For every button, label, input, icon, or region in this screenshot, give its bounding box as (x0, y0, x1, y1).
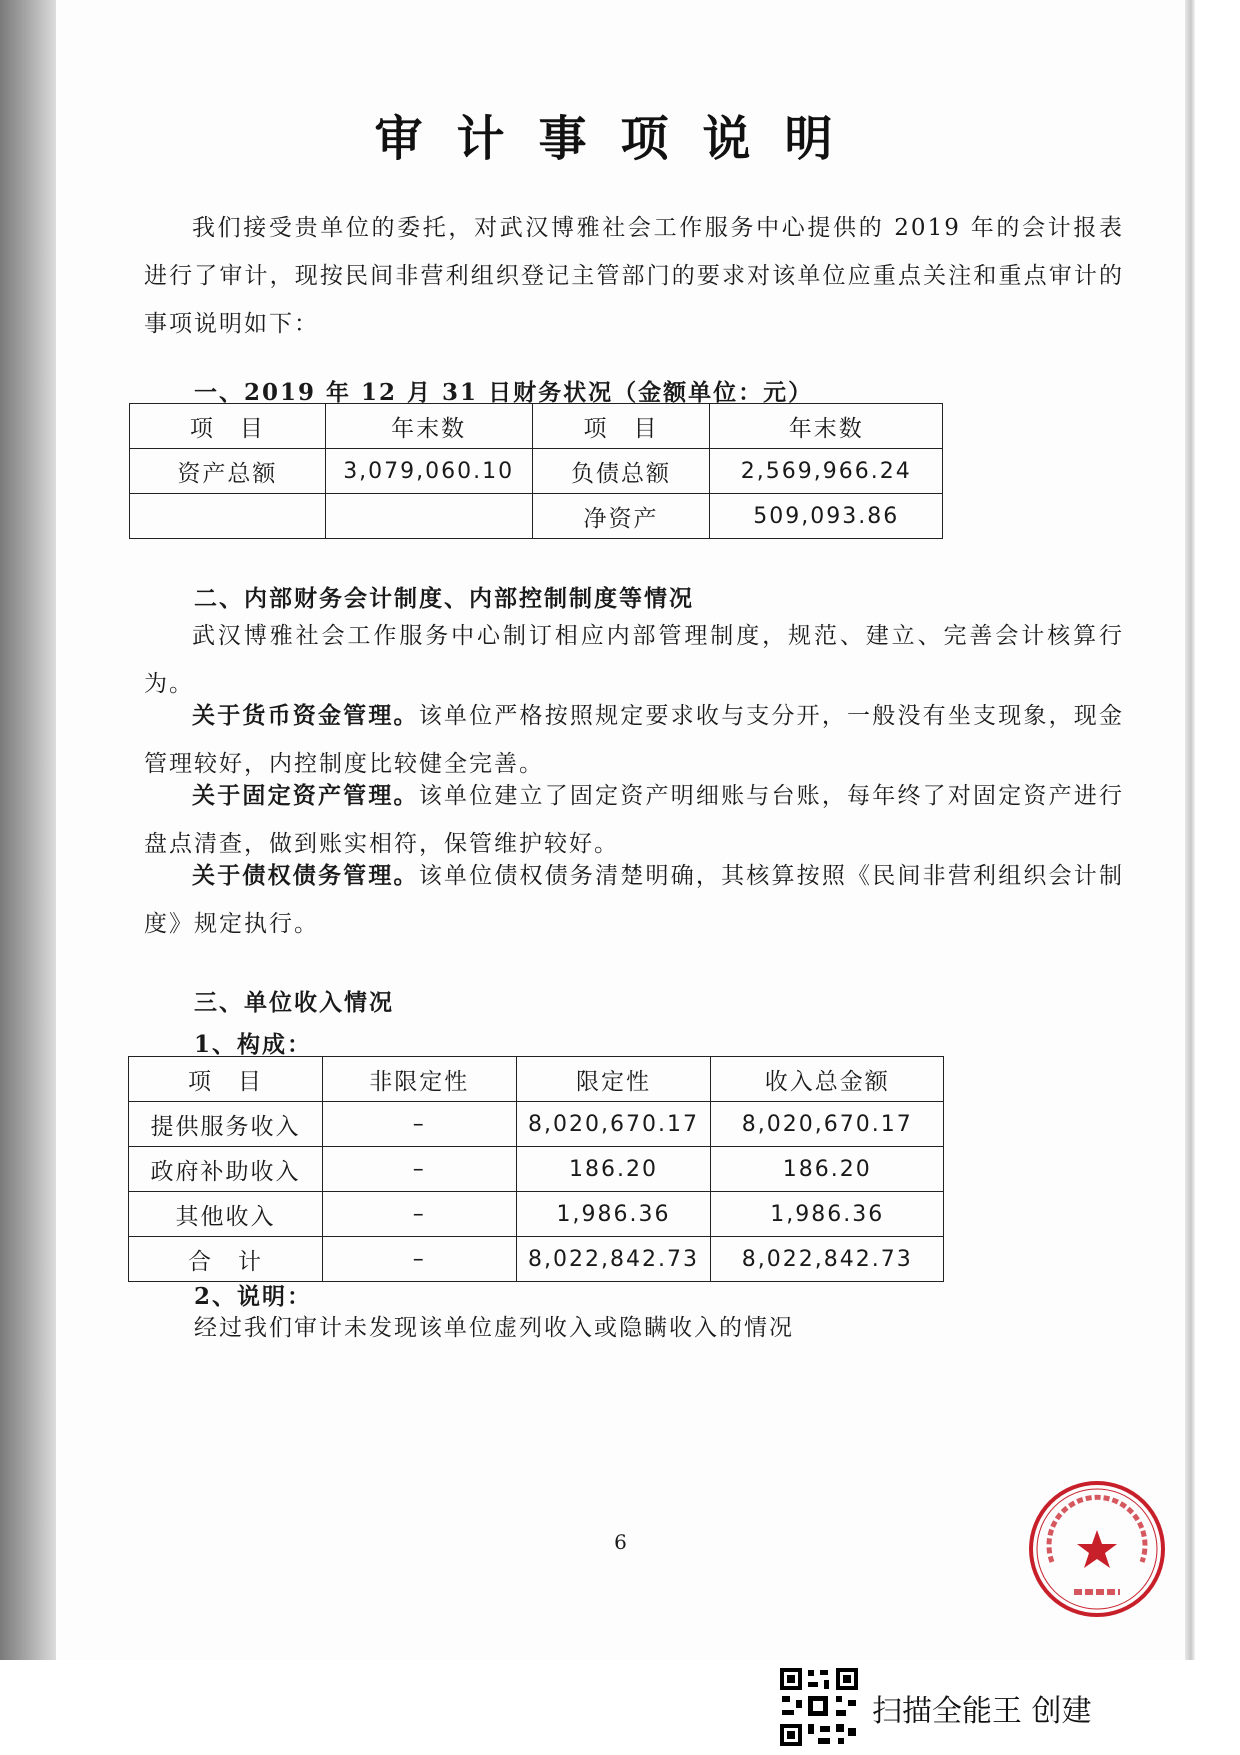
header-cell: 年末数 (710, 404, 943, 449)
table-cell: 1,986.36 (711, 1192, 944, 1237)
table-row (129, 1192, 944, 1237)
company-seal (1022, 1474, 1172, 1624)
table-row (130, 449, 943, 494)
section1-heading: 一、2019 年 12 月 31 日财务状况（金额单位：元） (194, 379, 814, 406)
table-cell: 合 计 (129, 1237, 323, 1282)
table-cell: 8,022,842.73 (516, 1237, 711, 1282)
table-cell: – (322, 1147, 516, 1192)
paragraph-text: 该单位建立了固定资产明细账与台账，每年终了对固定资产进行盘点清查，做到账实相符，保管维护较好。 (144, 783, 1124, 857)
composition-subheading: 1、构成： (194, 1031, 313, 1058)
table-cell (325, 494, 532, 539)
explanation-text: 经过我们审计未发现该单位虚列收入或隐瞒收入的情况 (194, 1315, 794, 1341)
table-cell: 186.20 (711, 1147, 944, 1192)
table-cell: 509,093.86 (710, 494, 943, 539)
scanner-watermark-text: 扫描全能王 创建 (872, 1694, 1092, 1729)
paragraph-lead: 关于货币资金管理。 (192, 702, 419, 729)
paragraph-lead: 关于固定资产管理。 (192, 782, 419, 809)
seal-star-icon (1077, 1530, 1117, 1568)
table-row (129, 1102, 944, 1147)
table-cell: 186.20 (516, 1147, 711, 1192)
table-cell (130, 494, 326, 539)
table-cell: 8,022,842.73 (711, 1237, 944, 1282)
paragraph-lead: 关于债权债务管理。 (192, 862, 419, 889)
income-table (128, 1056, 944, 1282)
table-cell: 净资产 (532, 494, 710, 539)
table-cell: 负债总额 (532, 449, 710, 494)
header-cell: 非限定性 (322, 1057, 516, 1102)
table-row (129, 1147, 944, 1192)
table-cell: – (322, 1102, 516, 1147)
table-cell: 2,569,966.24 (710, 449, 943, 494)
table-row (130, 494, 943, 539)
explanation-subheading: 2、说明： (194, 1283, 313, 1310)
table-cell: 资产总额 (130, 449, 326, 494)
table-cell: – (322, 1237, 516, 1282)
header-cell: 项 目 (532, 404, 710, 449)
debt-management-paragraph (144, 852, 1124, 948)
header-cell: 年末数 (325, 404, 532, 449)
intro-paragraph: 我们接受贵单位的委托，对武汉博雅社会工作服务中心提供的 2019 年的会计报表进行了审计，现按民间非营利组织登记主管部门的要求对该单位应重点关注和重点审计的事项说明如下： (144, 215, 1124, 337)
table-cell: 提供服务收入 (129, 1102, 323, 1147)
section2-paragraph: 武汉博雅社会工作服务中心制订相应内部管理制度，规范、建立、完善会计核算行为。 (144, 623, 1124, 697)
section3-heading: 三、单位收入情况 (194, 989, 394, 1016)
page-number: 6 (614, 1530, 627, 1554)
table-cell: 8,020,670.17 (516, 1102, 711, 1147)
section2-heading: 二、内部财务会计制度、内部控制制度等情况 (194, 585, 694, 612)
header-cell: 项 目 (129, 1057, 323, 1102)
paragraph-text: 该单位严格按照规定要求收与支分开，一般没有坐支现象，现金管理较好，内控制度比较健全完善。 (144, 703, 1124, 777)
page-title: 审计事项说明 (374, 111, 867, 167)
table-total-row (129, 1237, 944, 1282)
scan-shadow-left (0, 0, 56, 1660)
table-cell: 8,020,670.17 (711, 1102, 944, 1147)
scan-shadow-right (1185, 0, 1195, 1660)
table-header-row (129, 1057, 944, 1102)
document-page (56, 0, 1185, 1660)
table-cell: 其他收入 (129, 1192, 323, 1237)
header-cell: 收入总金额 (711, 1057, 944, 1102)
table-cell: – (322, 1192, 516, 1237)
table-cell: 政府补助收入 (129, 1147, 323, 1192)
header-cell: 限定性 (516, 1057, 711, 1102)
table-cell: 3,079,060.10 (325, 449, 532, 494)
qr-code-icon (778, 1666, 860, 1748)
header-cell: 项 目 (130, 404, 326, 449)
financial-status-table (129, 403, 943, 539)
table-header-row (130, 404, 943, 449)
paragraph-text: 该单位债权债务清楚明确，其核算按照《民间非营利组织会计制度》规定执行。 (144, 863, 1124, 937)
table-cell: 1,986.36 (516, 1192, 711, 1237)
